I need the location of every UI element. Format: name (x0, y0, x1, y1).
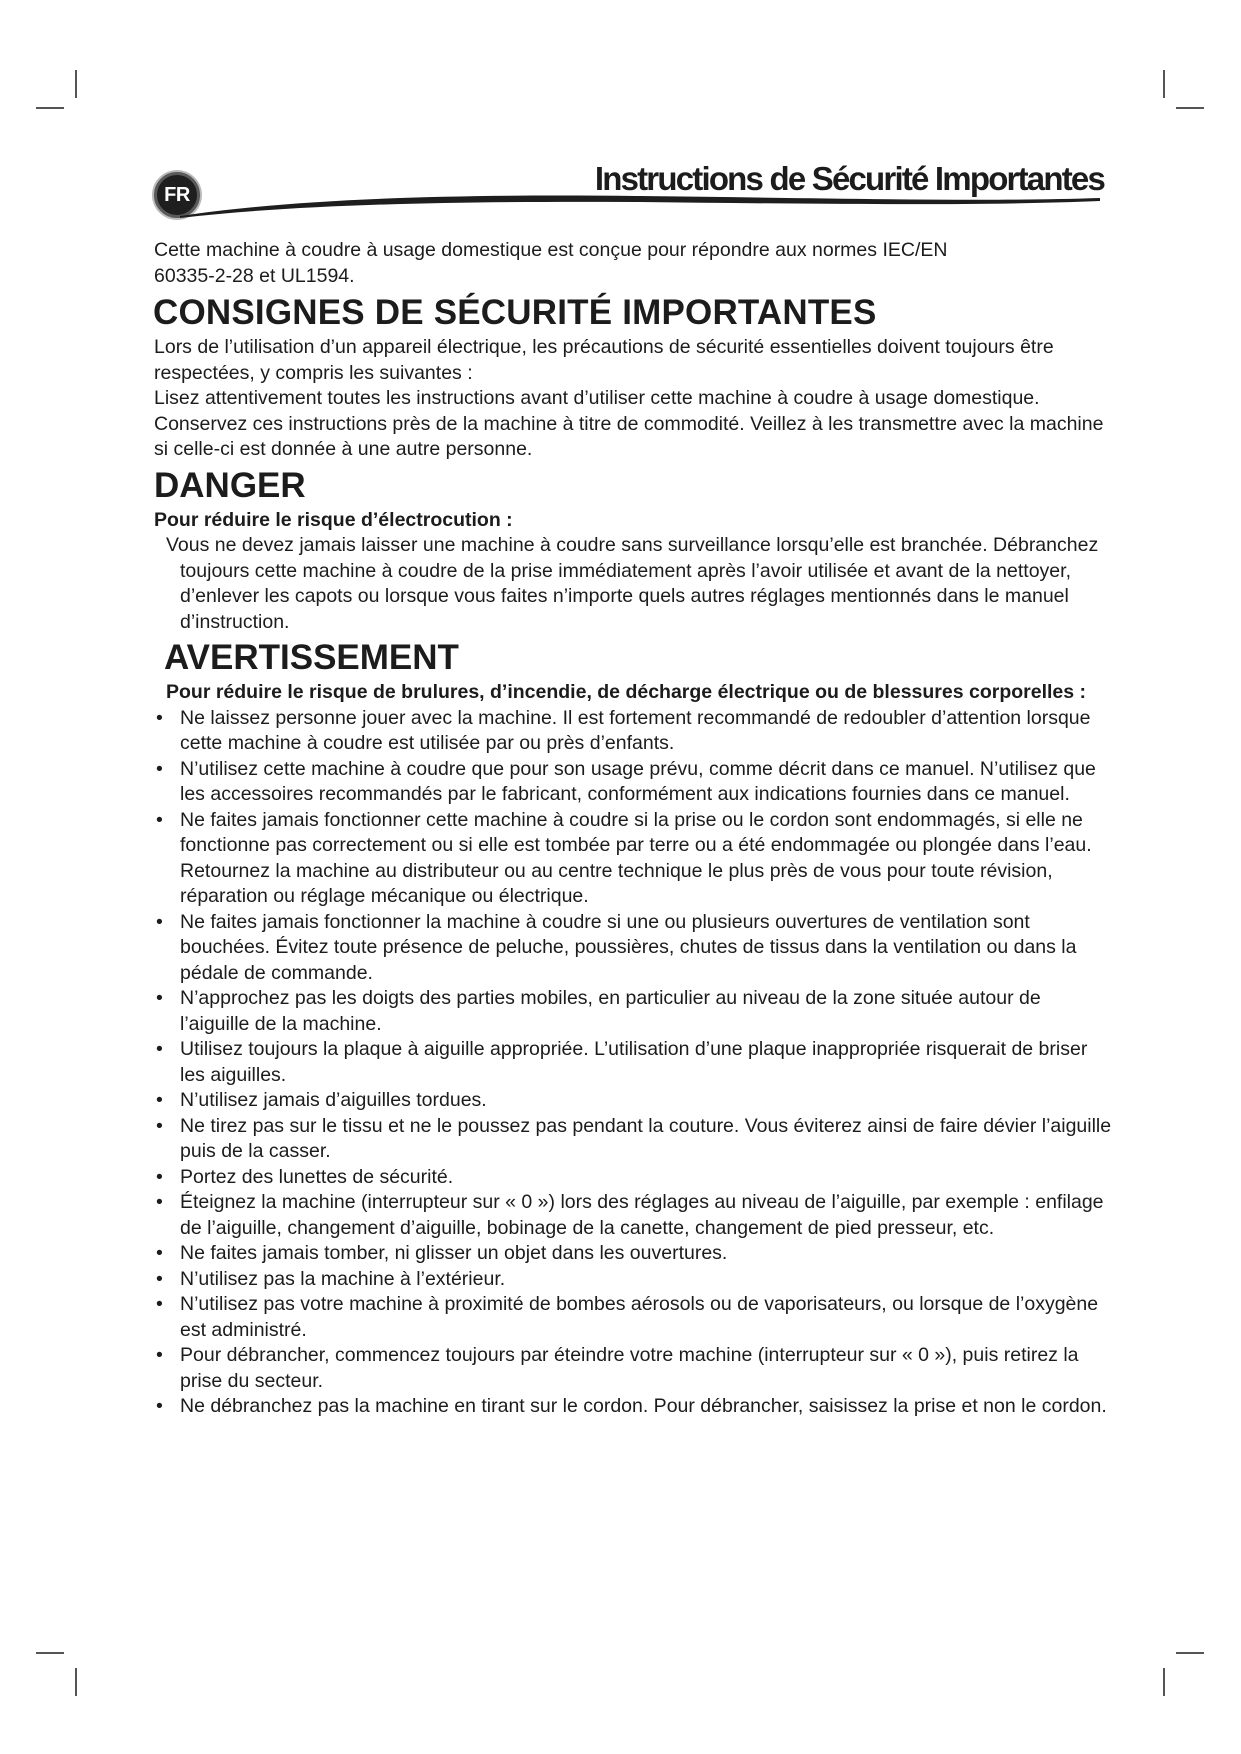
crop-mark (1163, 1668, 1165, 1696)
list-item: • Ne faites jamais fonctionner cette machine à coudre si la prise ou le cordon sont endommagés, si elle ne fonctionne pas correctement ou si elle est tombée par terre ou a été endommagée ou plongée dans l’eau. Retournez la machine au distributeur ou au centre technique le plus près de vous pour toute révision, réparation ou réglage mécanique ou électrique. (156, 808, 1092, 907)
page-header (150, 152, 1110, 232)
list-item: • N’utilisez cette machine à coudre que pour son usage prévu, comme décrit dans ce manuel. N’utilisez que les accessoires recommandés par le fabricant, conformément aux indications fournies dans ce manuel. (156, 757, 1096, 805)
list-item: • Ne tirez pas sur le tissu et ne le poussez pas pendant la couture. Vous éviterez ainsi de faire dévier l’aiguille puis de la casser. (156, 1114, 1112, 1162)
general-precautions-paragraph: Lors de l’utilisation d’un appareil électrique, les précautions de sécurité essentielles doivent toujours être respectées, y compris les suivantes : (154, 336, 1054, 384)
intro-paragraph: Cette machine à coudre à usage domestique est conçue pour répondre aux normes IEC/EN 60335-2-28 et UL1594. (154, 239, 948, 287)
page-title: Instructions de Sécurité Importantes (594, 160, 1104, 197)
warning-list (154, 706, 1114, 1420)
read-instructions-paragraph: Lisez attentivement toutes les instructions avant d’utiliser cette machine à coudre à usage domestique. Conservez ces instructions près de la machine à titre de commodité. Veillez à les transmettre avec la machine si celle-ci est donnée à une autre personne. (154, 387, 1104, 460)
list-item: • N’approchez pas les doigts des parties mobiles, en particulier au niveau de la zone située autour de l’aiguille de la machine. (156, 987, 1041, 1035)
language-badge: FR (154, 172, 200, 218)
list-item: • Ne laissez personne jouer avec la machine. Il est fortement recommandé de redoubler d’attention lorsque cette machine à coudre est utilisée par ou près d’enfants. (156, 706, 1091, 754)
crop-mark (75, 1668, 77, 1696)
document-body (154, 238, 1114, 1420)
list-item: • Ne faites jamais fonctionner la machine à coudre si une ou plusieurs ouvertures de ventilation sont bouchées. Évitez toute présence de peluche, poussières, chutes de tissus dans la ventilation ou dans la pédale de commande. (156, 910, 1077, 984)
list-item: • Éteignez la machine (interrupteur sur « 0 ») lors des réglages au niveau de l’aiguille, par exemple : enfilage de l’aiguille, changement d’aiguille, bobinage de la canette, changement de pied presseur, etc. (156, 1191, 1104, 1239)
danger-heading: DANGER (154, 465, 306, 505)
crop-mark (36, 107, 64, 109)
danger-text: Vous ne devez jamais laisser une machine à coudre sans surveillance lorsqu’elle est branchée. Débranchez toujours cette machine à coudre de la prise immédiatement après l’avoir utilisée et avant de la nettoyer, d’enlever les capots ou lorsque vous faites n’importe quels autres réglages mentionnés dans le manuel d’instruction. (166, 534, 1099, 633)
list-item: • Pour débrancher, commencez toujours par éteindre votre machine (interrupteur sur « 0 »), puis retirez la prise du secteur. (156, 1344, 1079, 1392)
crop-mark (1176, 1652, 1204, 1654)
list-item: • N’utilisez jamais d’aiguilles tordues. (156, 1089, 487, 1111)
crop-mark (75, 70, 77, 98)
list-item: • Ne débranchez pas la machine en tirant sur le cordon. Pour débrancher, saisissez la prise et non le cordon. (156, 1395, 1107, 1417)
crop-mark (1163, 70, 1165, 98)
crop-mark (36, 1652, 64, 1654)
list-item: • Ne faites jamais tomber, ni glisser un objet dans les ouvertures. (156, 1242, 728, 1264)
list-item: • Utilisez toujours la plaque à aiguille appropriée. L’utilisation d’une plaque inappropriée risquerait de briser les aiguilles. (156, 1038, 1088, 1086)
list-item: • N’utilisez pas la machine à l’extérieur. (156, 1267, 506, 1290)
danger-subheading: Pour réduire le risque d’électrocution : (154, 508, 513, 531)
warning-subheading: Pour réduire le risque de brulures, d’incendie, de décharge électrique ou de blessures corporelles : (166, 681, 1087, 703)
list-item: • N’utilisez pas votre machine à proximité de bombes aérosols ou de vaporisateurs, ou lorsque de l’oxygène est administré. (156, 1293, 1099, 1341)
crop-mark (1176, 107, 1204, 109)
main-heading: CONSIGNES DE SÉCURITÉ IMPORTANTES (153, 293, 877, 332)
list-item: • Portez des lunettes de sécurité. (156, 1165, 454, 1188)
warning-heading: AVERTISSEMENT (164, 638, 459, 677)
